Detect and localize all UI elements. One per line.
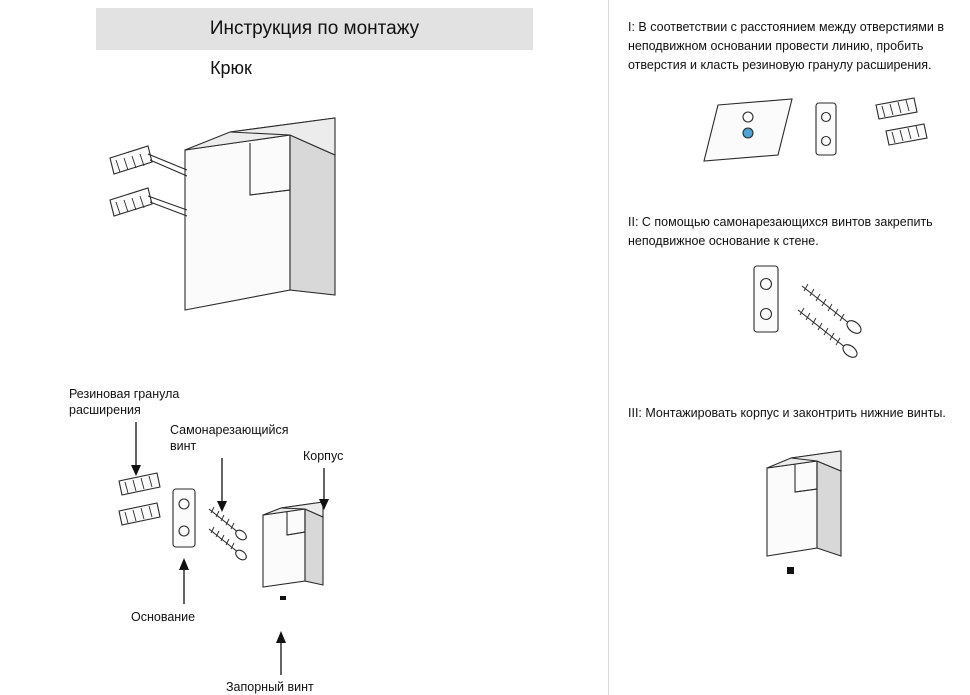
hook-assembly-illustration [90,110,390,330]
label-locking-screw: Запорный винт [226,680,314,694]
arrow-locking-screw [271,631,291,675]
step-3-illustration [745,440,885,580]
label-rubber-granule: Резиновая гранула расширения [69,387,180,417]
page-title: Инструкция по монтажу [209,18,420,39]
self-tapping-screw-shapes [209,507,248,562]
hook-body-shape [263,502,323,600]
rubber-granule-shapes [119,473,160,525]
label-self-tapping-screw: Самонарезающийся винт [170,423,289,453]
step-2-text: II: С помощью самонарезающихся винтов закрепить неподвижное основание к стене. [628,215,933,248]
arrow-body [314,468,334,512]
arrow-rubber-granule [126,422,146,478]
product-name: Крюк [210,58,252,78]
base-plate-shape [173,489,195,547]
column-divider [608,0,609,695]
step-2-illustration [740,258,910,368]
step-3-text: III: Монтажировать корпус и законтрить нижние винты. [628,406,946,420]
step-1-text: I: В соответствии с расстоянием между отверстиями в неподвижном основании провести линию, пробить отверстия и класть резиновую гранулу расширения. [628,20,944,72]
arrow-self-tapping-screw [212,458,232,514]
label-base: Основание [131,610,196,624]
title-bar [96,8,533,50]
arrow-base [174,558,194,604]
step-1-illustration [700,95,950,170]
label-body: Корпус [303,449,344,463]
